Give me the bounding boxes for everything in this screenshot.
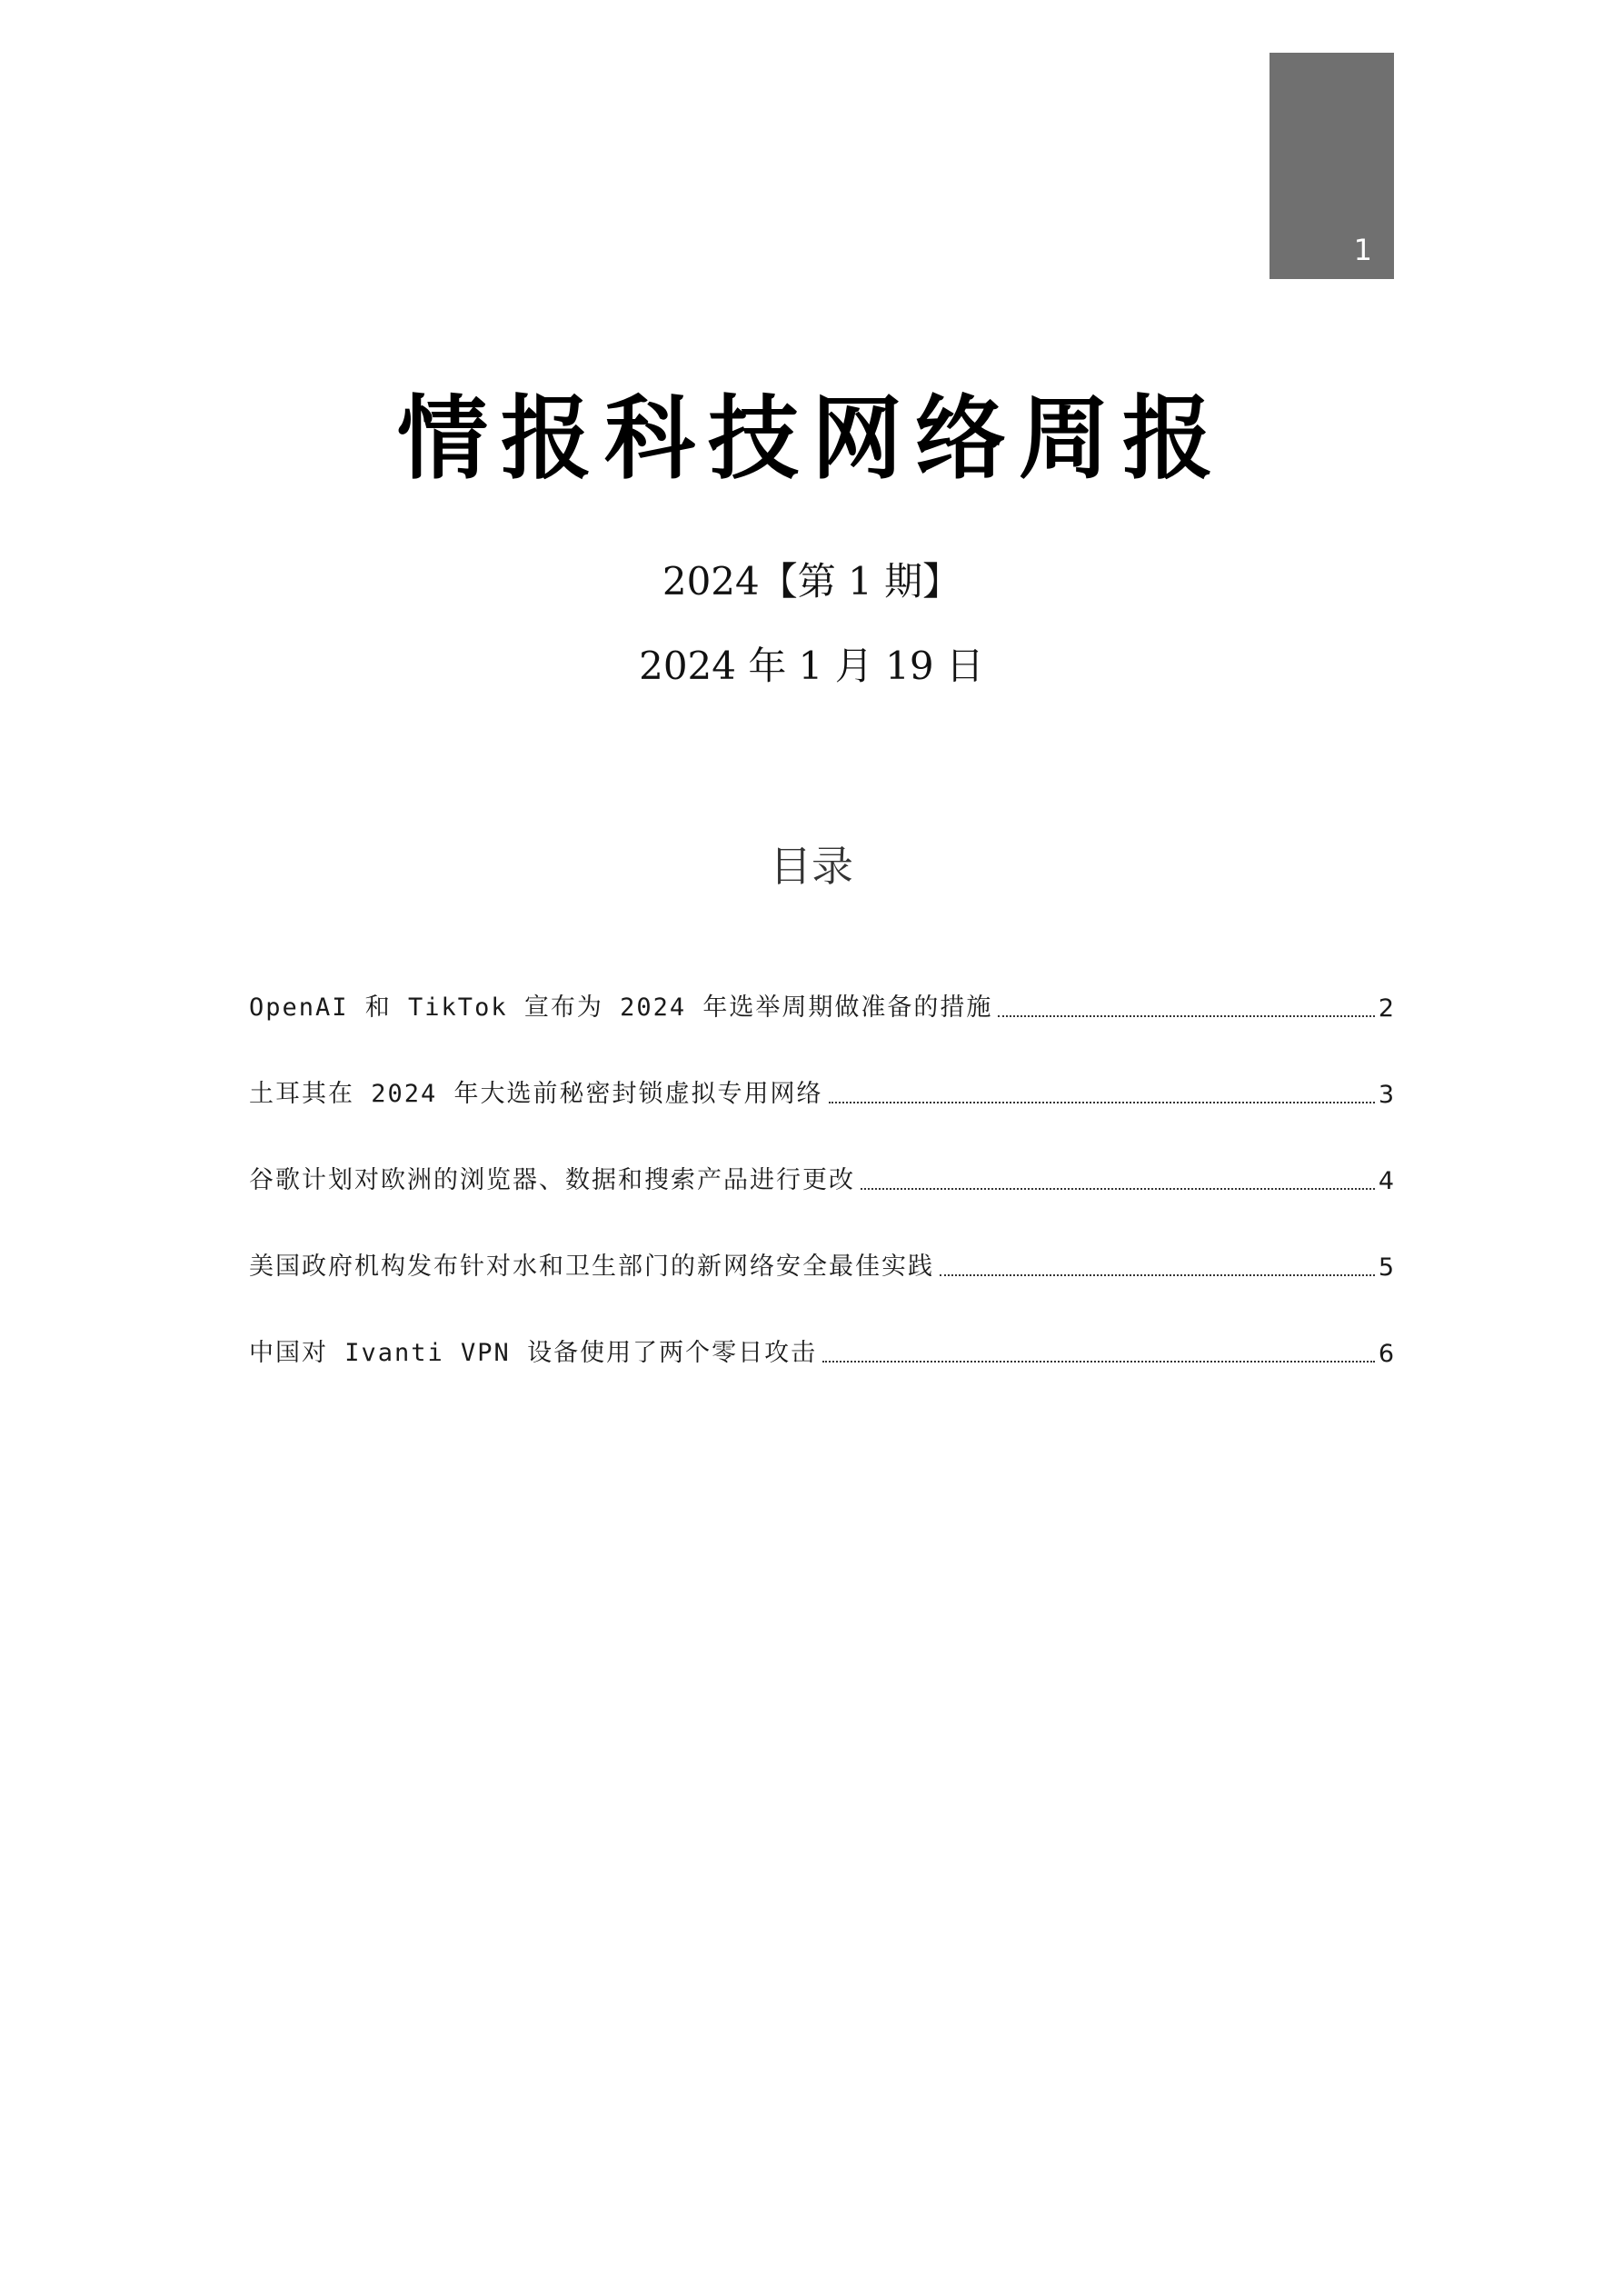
issue-number: 2024【第 1 期】: [662, 559, 961, 604]
toc-entry-page[interactable]: 4: [1378, 1167, 1394, 1195]
toc-entry-label[interactable]: 谷歌计划对欧洲的浏览器、数据和搜索产品进行更改: [249, 1166, 855, 1194]
toc-leader-dots: [829, 1102, 1375, 1103]
table-of-contents: [249, 936, 1394, 1368]
document-title: 情报科技网络周报: [397, 384, 1226, 492]
toc-entry[interactable]: [249, 1282, 1394, 1368]
page-number-tab: [1270, 53, 1394, 279]
toc-leader-dots: [998, 1015, 1374, 1017]
toc-entry-label[interactable]: 中国对 Ivanti VPN 设备使用了两个零日攻击: [249, 1339, 818, 1367]
toc-entry[interactable]: [249, 1023, 1394, 1109]
page-number: 1: [1353, 233, 1372, 267]
toc-entry-page[interactable]: 5: [1378, 1253, 1394, 1282]
toc-entry-label[interactable]: 美国政府机构发布针对水和卫生部门的新网络安全最佳实践: [249, 1253, 934, 1281]
toc-entry-page[interactable]: 3: [1378, 1081, 1394, 1109]
toc-entry-page[interactable]: 6: [1378, 1340, 1394, 1368]
toc-entry[interactable]: [249, 936, 1394, 1023]
toc-heading: 目录: [770, 842, 853, 891]
toc-entry[interactable]: [249, 1109, 1394, 1195]
toc-entry-label[interactable]: 土耳其在 2024 年大选前秘密封锁虚拟专用网络: [249, 1080, 823, 1108]
toc-leader-dots: [822, 1361, 1375, 1363]
toc-leader-dots: [940, 1274, 1375, 1276]
toc-entry-page[interactable]: 2: [1378, 994, 1394, 1023]
issue-date: 2024 年 1 月 19 日: [639, 644, 984, 688]
toc-entry-label[interactable]: OpenAI 和 TikTok 宣布为 2024 年选举周期做准备的措施: [249, 993, 993, 1022]
toc-entry[interactable]: [249, 1195, 1394, 1282]
toc-leader-dots: [861, 1188, 1375, 1190]
